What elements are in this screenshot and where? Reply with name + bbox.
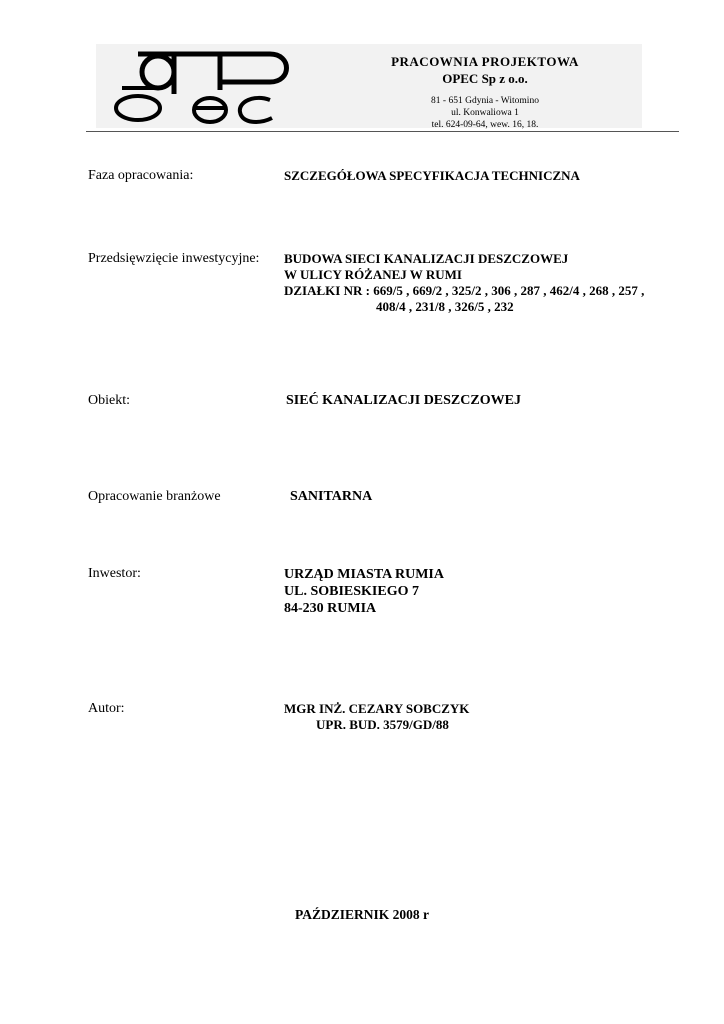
faza-label: Faza opracowania:: [88, 168, 194, 183]
opec-logo: [100, 46, 292, 126]
value-line: UPR. BUD. 3579/GD/88: [316, 717, 449, 732]
value-line: UL. SOBIESKIEGO 7: [284, 584, 419, 599]
branza-label: Opracowanie branżowe: [88, 489, 221, 504]
przedsiewziecie-value: [284, 251, 644, 315]
value-line: MGR INŻ. CEZARY SOBCZYK: [284, 701, 470, 716]
faza-value: SZCZEGÓŁOWA SPECYFIKACJA TECHNICZNA: [284, 168, 580, 183]
value-line: URZĄD MIASTA RUMIA: [284, 567, 444, 582]
document-date: PAŹDZIERNIK 2008 r: [294, 907, 429, 922]
value-line: 84-230 RUMIA: [284, 601, 377, 616]
value-line: W ULICY RÓŻANEJ W RUMI: [284, 267, 462, 282]
address-line: tel. 624-09-64, wew. 16, 18.: [431, 120, 539, 130]
company-name: PRACOWNIA PROJEKTOWA: [391, 54, 579, 69]
value-line: 408/4 , 231/8 , 326/5 , 232: [376, 299, 514, 314]
company-address: [340, 95, 630, 131]
obiekt-label: Obiekt:: [88, 393, 130, 408]
address-line: 81 - 651 Gdynia - Witomino: [431, 96, 539, 106]
inwestor-value: [284, 566, 444, 617]
obiekt-value: SIEĆ KANALIZACJI DESZCZOWEJ: [286, 393, 521, 408]
value-line: DZIAŁKI NR : 669/5 , 669/2 , 325/2 , 306 , 287 , 462/4 , 268 , 257 ,: [284, 283, 645, 298]
branza-value: SANITARNA: [290, 489, 373, 504]
autor-label: Autor:: [88, 701, 125, 716]
inwestor-label: Inwestor:: [88, 566, 141, 581]
przedsiewziecie-label: Przedsięwzięcie inwestycyjne:: [88, 251, 260, 266]
company-info: [340, 54, 630, 131]
value-line: BUDOWA SIECI KANALIZACJI DESZCZOWEJ: [284, 251, 569, 266]
company-short-name: OPEC Sp z o.o.: [442, 71, 528, 86]
autor-value: [284, 701, 469, 733]
header-divider: [86, 131, 679, 132]
address-line: ul. Konwaliowa 1: [451, 108, 519, 118]
